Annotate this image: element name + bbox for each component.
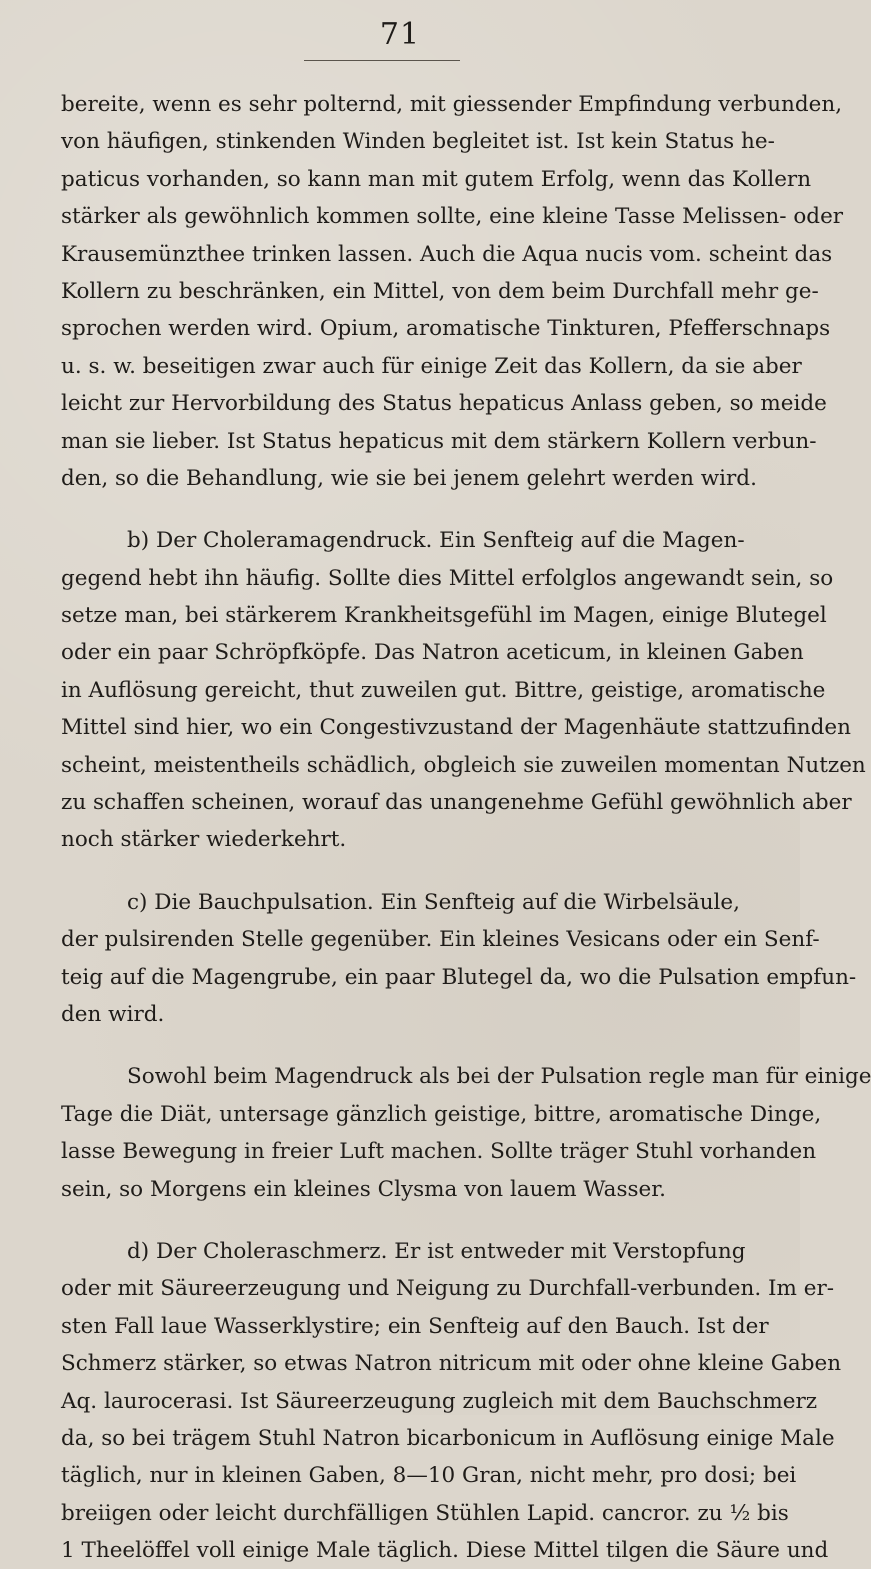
page-number: 71: [379, 17, 421, 52]
text-line: Krausemünzthee trinken lassen. Auch die Aqua nucis vom. scheint das: [61, 241, 833, 267]
text-line: zu schaffen scheinen, worauf das unangenehme Gefühl gewöhnlich aber: [61, 790, 852, 816]
text-line: der pulsirenden Stelle gegenüber. Ein kleines Vesicans oder ein Senf-: [61, 927, 820, 953]
text-line: gegend hebt ihn häufig. Sollte dies Mittel erfolglos angewandt sein, so: [61, 565, 834, 591]
text-line: paticus vorhanden, so kann man mit gutem Erfolg, wenn das Kollern: [61, 166, 812, 192]
text-line: da, so bei trägem Stuhl Natron bicarbonicum in Auflösung einige Male: [61, 1425, 835, 1451]
text-line: oder mit Säureerzeugung und Neigung zu Durchfall-verbunden. Im er-: [61, 1276, 835, 1302]
text-line: breiigen oder leicht durchfälligen Stühlen Lapid. cancror. zu ½ bis: [61, 1500, 789, 1526]
header-rule: [304, 60, 460, 61]
text-line: von häufigen, stinkenden Winden begleitet ist. Ist kein Status he-: [61, 129, 775, 155]
text-line: Aq. laurocerasi. Ist Säureerzeugung zugleich mit dem Bauchschmerz: [61, 1388, 818, 1414]
text-line: den wird.: [61, 1001, 165, 1027]
text-line: 1 Theelöffel voll einige Male täglich. Diese Mittel tilgen die Säure und: [61, 1538, 829, 1564]
paragraph-choleraschmerz: [61, 1233, 842, 1569]
body-text: [61, 86, 871, 1569]
section-heading-line: c) Die Bauchpulsation. Ein Senfteig auf die Wirbelsäule,: [127, 889, 740, 915]
text-line: u. s. w. beseitigen zwar auch für einige Zeit das Kollern, da sie aber: [61, 353, 802, 379]
text-line: oder ein paar Schröpfköpfe. Das Natron aceticum, in kleinen Gaben: [61, 640, 804, 666]
text-line: stärker als gewöhnlich kommen sollte, eine kleine Tasse Melissen- oder: [61, 204, 844, 230]
text-line: Tage die Diät, untersage gänzlich geistige, bittre, aromatische Dinge,: [61, 1101, 822, 1127]
text-line: lasse Bewegung in freier Luft machen. Sollte träger Stuhl vorhanden: [61, 1139, 817, 1165]
text-line: den, so die Behandlung, wie sie bei jenem gelehrt werden wird.: [61, 465, 757, 491]
text-line: sein, so Morgens ein kleines Clysma von lauem Wasser.: [61, 1176, 667, 1202]
text-line: man sie lieber. Ist Status hepaticus mit dem stärkern Kollern verbun-: [61, 428, 817, 454]
section-heading-line: d) Der Choleraschmerz. Er ist entweder mit Verstopfung: [127, 1238, 746, 1264]
text-line: teig auf die Magengrube, ein paar Blutegel da, wo die Pulsation empfun-: [61, 964, 857, 990]
text-line: sten Fall laue Wasserklystire; ein Senfteig auf den Bauch. Ist der: [61, 1313, 769, 1339]
text-line: sprochen werden wird. Opium, aromatische Tinkturen, Pfefferschnaps: [61, 316, 831, 342]
text-line: leicht zur Hervorbildung des Status hepaticus Anlass geben, so meide: [61, 391, 827, 417]
text-line: bereite, wenn es sehr polternd, mit giessender Empfindung verbunden,: [61, 92, 843, 117]
text-line: Schmerz stärker, so etwas Natron nitricum mit oder ohne kleine Gaben: [61, 1351, 842, 1377]
text-line: setze man, bei stärkerem Krankheitsgefühl im Magen, einige Blutegel: [61, 603, 827, 629]
paragraph-bauchpulsation: [61, 884, 857, 1034]
text-line: Kollern zu beschränken, ein Mittel, von dem beim Durchfall mehr ge-: [61, 278, 819, 304]
text-line: scheint, meistentheils schädlich, obgleich sie zuweilen momentan Nutzen: [61, 752, 866, 778]
text-line: Sowohl beim Magendruck als bei der Pulsation regle man für einige: [127, 1064, 871, 1090]
text-line: in Auflösung gereicht, thut zuweilen gut. Bittre, geistige, aromatische: [61, 677, 826, 703]
section-heading-line: b) Der Choleramagendruck. Ein Senfteig auf die Magen-: [127, 528, 745, 554]
text-line: täglich, nur in kleinen Gaben, 8—10 Gran, nicht mehr, pro dosi; bei: [61, 1463, 797, 1489]
text-line: Mittel sind hier, wo ein Congestivzustand der Magenhäute stattzufinden: [61, 715, 851, 741]
paragraph-diaet: [61, 1058, 871, 1208]
paragraph-magendruck: [61, 522, 866, 859]
text-line: noch stärker wiederkehrt.: [61, 827, 347, 853]
paragraph-kollern: [61, 86, 844, 497]
